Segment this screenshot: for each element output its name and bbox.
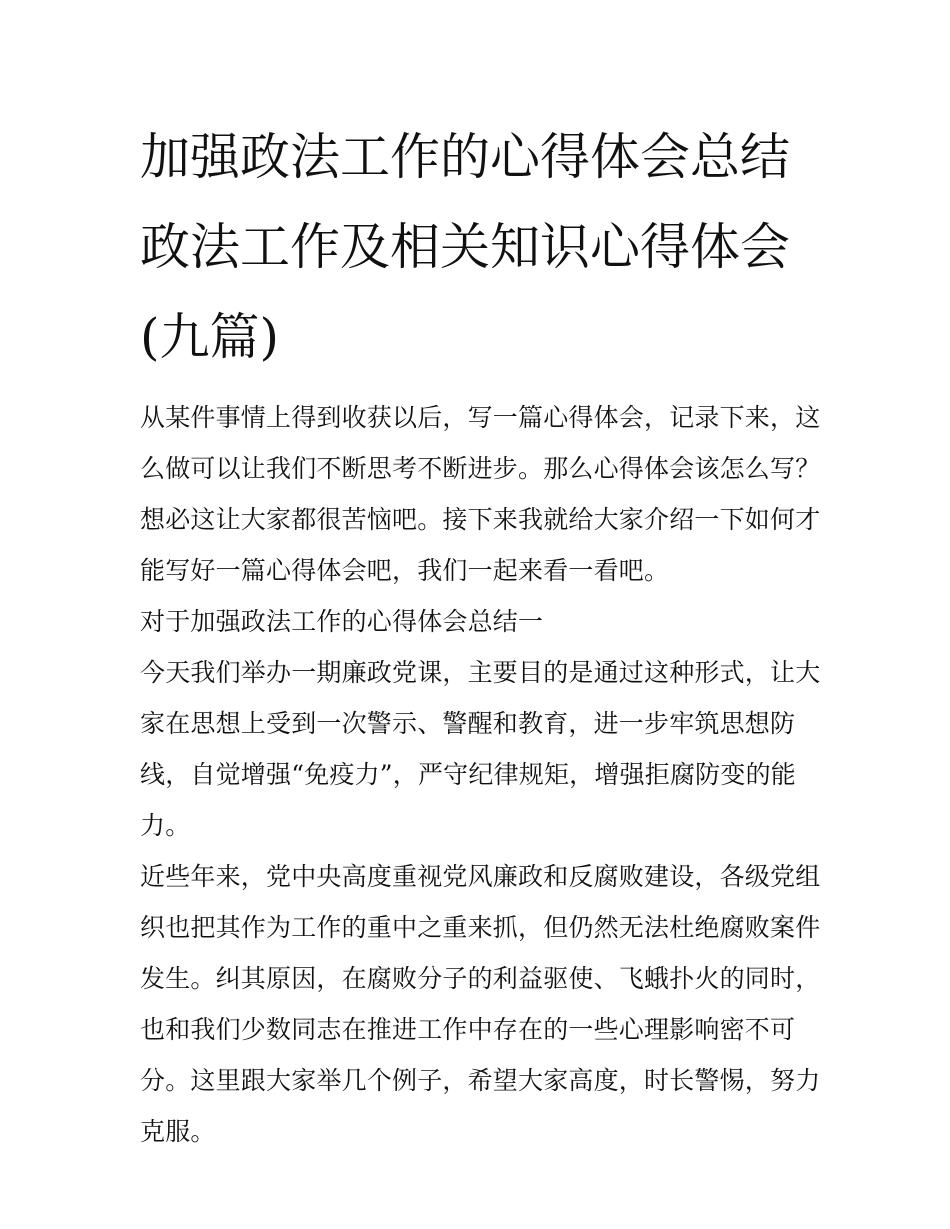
title-line-1: 加强政法工作的心得体会总结 xyxy=(140,128,790,186)
paragraph-line: 发生。纠其原因，在腐败分子的利益驱使、飞蛾扑火的同时， xyxy=(140,964,821,993)
document-page xyxy=(140,112,820,1157)
paragraph-line: 家在思想上受到一次警示、警醒和教育，进一步牢筑思想防 xyxy=(140,709,796,738)
intro-line: 能写好一篇心得体会吧，我们一起来看一看吧。 xyxy=(140,556,670,585)
paragraph-line: 织也把其作为工作的重中之重来抓，但仍然无法杜绝腐败案件 xyxy=(140,913,821,942)
body-paragraph-2 xyxy=(140,851,820,1157)
intro-line: 从某件事情上得到收获以后，写一篇心得体会，记录下来，这 xyxy=(140,403,821,432)
paragraph-line: 近些年来，党中央高度重视党风廉政和反腐败建设，各级党组 xyxy=(140,862,821,891)
paragraph-line: 今天我们举办一期廉政党课，主要目的是通过这种形式，让大 xyxy=(140,658,821,687)
intro-line: 想必这让大家都很苦恼吧。接下来我就给大家介绍一下如何才 xyxy=(140,505,821,534)
paragraph-line: 也和我们少数同志在推进工作中存在的一些心理影响密不可 xyxy=(140,1015,796,1044)
paragraph-line: 线，自觉增强“免疫力”，严守纪律规矩，增强拒腐防变的能 xyxy=(140,760,796,789)
title-line-2: 政法工作及相关知识心得体会 xyxy=(140,218,790,276)
section-heading xyxy=(140,596,820,647)
title-line-3: (九篇) xyxy=(140,308,280,366)
paragraph-line: 克服。 xyxy=(140,1117,216,1146)
paragraph-line: 力。 xyxy=(140,811,191,840)
body-paragraph-1 xyxy=(140,647,820,851)
intro-line: 么做可以让我们不断思考不断进步。那么心得体会该怎么写？ xyxy=(140,454,821,483)
paragraph-line: 分。这里跟大家举几个例子，希望大家高度，时长警惕，努力 xyxy=(140,1066,821,1095)
section-heading-text: 对于加强政法工作的心得体会总结一 xyxy=(140,607,544,636)
document-title xyxy=(140,112,820,382)
intro-paragraph xyxy=(140,392,820,596)
